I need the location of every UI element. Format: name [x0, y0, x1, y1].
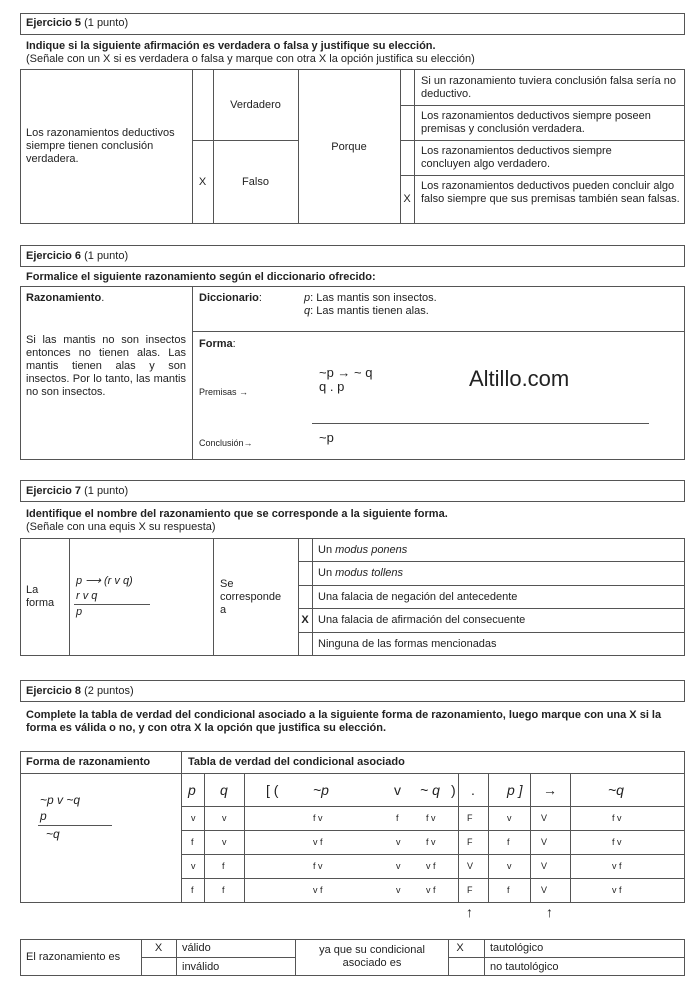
- ex6-conclusion-label: Conclusión→: [199, 438, 253, 448]
- ex8-tabla-header: Tabla de verdad del condicional asociado: [188, 756, 405, 768]
- ex7-vline-1: [69, 538, 70, 656]
- ex5-vline-1: [192, 69, 193, 224]
- ex7-points: (1 punto): [81, 485, 129, 497]
- ex8-head-or: v: [394, 782, 401, 798]
- ex6-forma-colon: :: [232, 338, 236, 350]
- ex8-ans-hline: [448, 957, 685, 958]
- ex6-diccionario-label-text: Diccionario: [199, 292, 259, 304]
- ex8-head-pclose: p ]: [507, 782, 523, 798]
- ex8-forma-line2: p: [40, 809, 47, 823]
- ex5-statement: Los razonamientos deductivos siempre tienen conclusión verdadera.: [26, 127, 175, 165]
- ex8-tt-hline: [181, 830, 685, 831]
- ex8-cell: F: [467, 837, 473, 847]
- ex7-form-line: [74, 604, 150, 605]
- ex6-vline: [192, 286, 193, 460]
- ex7-vline-2: [213, 538, 214, 656]
- ex7-hline-2: [298, 585, 685, 586]
- ex7-option-text: [318, 638, 497, 651]
- ex6-premise1: ~p → ~ q: [319, 365, 373, 380]
- ex8-valido-mark: X: [154, 942, 163, 954]
- ex8-ya-que: ya que su condicional asociado es: [319, 944, 425, 969]
- ex5-title: [26, 17, 128, 30]
- ex5-instruction: Indique si la siguiente afirmación es verdadera o falsa y justifique su elección.: [26, 40, 436, 52]
- ex7-option-pre: Una falacia de afirmación del consecuente: [318, 614, 526, 626]
- ex6-razonamiento-label-text: Razonamiento: [26, 292, 102, 304]
- ex7-form-line1: p ⟶ (r v q): [76, 575, 133, 587]
- ex5-option-mark: X: [403, 193, 411, 205]
- ex5-points: (1 punto): [81, 17, 129, 29]
- ex7-option-em: modus tollens: [335, 567, 403, 579]
- ex6-dict-p: [304, 292, 437, 305]
- ex8-title-text: Ejercicio 8: [26, 685, 82, 697]
- ex8-cell: v: [507, 861, 512, 871]
- ex8-cell: v f: [313, 885, 323, 895]
- ex6-points: (1 punto): [81, 250, 129, 262]
- ex6-dict-p-text: : Las mantis son insectos.: [310, 292, 437, 304]
- ex5-hline-mid: [192, 140, 298, 141]
- main-connective-arrow-icon: ↑: [466, 904, 473, 920]
- ex8-cell: v: [396, 861, 401, 871]
- ex6-conclusion-line: [312, 423, 649, 424]
- ex7-note: (Señale con una equis X su respuesta): [26, 521, 216, 533]
- ex8-cell: f: [396, 813, 399, 823]
- ex7-la-forma: La forma: [26, 584, 55, 609]
- ex6-forma-label-text: Forma: [199, 338, 233, 350]
- ex8-head-close: ): [451, 782, 456, 798]
- ex7-option-em: modus ponens: [335, 544, 408, 556]
- ex7-vline-4: [312, 538, 313, 656]
- ex8-cell: v: [222, 813, 227, 823]
- ex8-ans-vline: [295, 939, 296, 976]
- ex8-invalido: inválido: [182, 961, 220, 973]
- ex8-tt-vline: [530, 773, 531, 903]
- ex8-cell: f v: [612, 837, 622, 847]
- ex7-option-pre: Un: [318, 567, 336, 579]
- ex8-tt-vline: [244, 773, 245, 903]
- ex7-instruction: Identifique el nombre del razonamiento que se corresponde a la siguiente forma.: [26, 508, 448, 520]
- ex8-cell: F: [467, 885, 473, 895]
- ex5-hline-opt3: [400, 175, 685, 176]
- ex6-hline: [192, 331, 685, 332]
- ex7-option-text: [318, 544, 407, 557]
- ex7-option-pre: Un: [318, 544, 336, 556]
- ex8-cell: v f: [313, 837, 323, 847]
- ex7-form-line3: p: [76, 606, 83, 618]
- ex8-cell: f v: [313, 813, 323, 823]
- ex7-title-text: Ejercicio 7: [26, 485, 82, 497]
- ex8-valido: válido: [182, 942, 211, 954]
- ex8-cell: f: [191, 837, 194, 847]
- ex6-dict-q: [304, 305, 429, 318]
- ex5-true-label: Verdadero: [230, 99, 281, 111]
- ex5-hline-opt1: [400, 105, 685, 106]
- ex8-tt-vline: [570, 773, 571, 903]
- ex7-option-pre: Una falacia de negación del antecedente: [318, 591, 518, 603]
- ex8-cell: v f: [426, 885, 436, 895]
- ex6-title-text: Ejercicio 6: [26, 250, 82, 262]
- ex7-vline-3: [298, 538, 299, 656]
- ex8-forma-line1: ~p v ~q: [40, 793, 81, 807]
- ex8-cell: v: [396, 837, 401, 847]
- ex8-forma-line3: ~q: [46, 827, 60, 841]
- ex8-cell: v: [396, 885, 401, 895]
- ex5-title-text: Ejercicio 5: [26, 17, 82, 29]
- ex7-option-mark: X: [301, 614, 309, 626]
- ex6-title: [26, 250, 128, 263]
- ex6-dict-q-var: q: [304, 305, 311, 317]
- ex6-razonamiento-label: [26, 292, 104, 305]
- ex5-option-text: Si un razonamiento tuviera conclusión falsa sería no deductivo.: [421, 75, 676, 100]
- ex8-head-notp: ~p: [313, 782, 329, 798]
- ex8-head-open: [ (: [266, 782, 279, 798]
- ex7-se-corresponde: Se corresponde a: [220, 578, 282, 616]
- ex5-vline-2: [213, 69, 214, 224]
- ex8-cell: f v: [426, 813, 436, 823]
- ex8-title: [26, 685, 134, 698]
- ex8-forma-header: Forma de razonamiento: [26, 756, 151, 768]
- ex8-cell: v f: [426, 861, 436, 871]
- ex7-hline-1: [298, 561, 685, 562]
- ex8-tt-hline: [181, 878, 685, 879]
- ex5-hline-opt2: [400, 140, 685, 141]
- ex8-tt-hline: [181, 854, 685, 855]
- ex8-cell: v f: [612, 885, 622, 895]
- ex6-premisas-label: Premisas →: [199, 387, 249, 397]
- ex7-option-text: [318, 567, 403, 580]
- ex6-watermark: Altillo.com: [469, 366, 570, 391]
- ex8-cell: f v: [612, 813, 622, 823]
- ex8-tt-vline: [488, 773, 489, 903]
- ex8-hline-head: [20, 773, 685, 774]
- ex8-cell: f: [507, 885, 510, 895]
- ex8-tt-vline: [204, 773, 205, 903]
- ex8-tautologico: tautológico: [490, 942, 544, 954]
- ex8-cell: f v: [426, 837, 436, 847]
- ex5-option-text: Los razonamientos deductivos siempre concluyen algo verdadero.: [421, 145, 612, 170]
- ex7-form-line2: r v q: [76, 590, 98, 602]
- ex6-dict-q-text: : Las mantis tienen alas.: [310, 305, 429, 317]
- ex8-cell: v: [222, 837, 227, 847]
- conditional-arrow-icon: ↑: [546, 904, 553, 920]
- ex8-cell: V: [541, 885, 548, 895]
- ex7-option-pre: Ninguna de las formas mencionadas: [318, 638, 497, 650]
- ex8-cell: f v: [313, 861, 323, 871]
- ex8-cell: f: [222, 885, 225, 895]
- ex8-head-arrow: →: [543, 782, 557, 798]
- ex5-false-mark: X: [198, 176, 207, 188]
- ex6-conclusion: ~p: [319, 430, 334, 445]
- ex6-instruction: Formalice el siguiente razonamiento según el diccionario ofrecido:: [26, 271, 376, 283]
- ex8-tt-hline: [181, 806, 685, 807]
- ex7-hline-3: [298, 608, 685, 609]
- ex7-option-text: [318, 614, 525, 627]
- ex5-note: (Señale con un X si es verdadera o falsa y marque con otra X la opción justifica su elección): [26, 53, 475, 65]
- ex8-cell: V: [541, 861, 548, 871]
- ex5-porque: Porque: [331, 141, 367, 153]
- ex8-head-notq2: ~q: [608, 782, 624, 798]
- ex8-head-notq: ~ q: [420, 782, 440, 798]
- ex6-diccionario-label: [199, 292, 262, 305]
- ex8-cell: v: [507, 813, 512, 823]
- ex6-razonamiento-dot: .: [101, 292, 105, 304]
- ex8-cell: V: [541, 837, 548, 847]
- ex5-option-text: Los razonamientos deductivos pueden concluir algo falso siempre que sus premisas también sean falsas.: [421, 180, 680, 205]
- ex8-taut-mark: X: [456, 942, 464, 954]
- ex5-vline-5: [414, 69, 415, 224]
- ex8-tt-vline: [458, 773, 459, 903]
- ex8-cell: v: [191, 813, 196, 823]
- ex8-forma-line: [38, 825, 112, 826]
- ex6-diccionario-colon: :: [258, 292, 262, 304]
- ex8-cell: F: [467, 813, 473, 823]
- ex7-hline-4: [298, 632, 685, 633]
- ex8-cell: V: [541, 813, 548, 823]
- ex8-no-tautologico: no tautológico: [490, 961, 559, 973]
- ex8-cell: V: [467, 861, 474, 871]
- ex8-head-and: .: [471, 782, 475, 798]
- ex7-option-text: [318, 591, 517, 604]
- ex7-title: [26, 485, 128, 498]
- ex8-cell: f: [191, 885, 194, 895]
- ex6-dict-p-var: p: [304, 292, 311, 304]
- ex8-cell: f: [507, 837, 510, 847]
- ex8-head-q: q: [220, 782, 228, 798]
- ex8-head-p: p: [188, 782, 196, 798]
- ex5-false-label: Falso: [242, 176, 269, 188]
- ex8-points: (2 puntos): [81, 685, 134, 697]
- ex6-razonamiento-text: Si las mantis no son insectos entonces no tienen alas. Las mantis tienen alas y son insectos. Por lo tanto, las mantis no son insectos.: [26, 334, 186, 398]
- ex5-option-text: Los razonamientos deductivos siempre poseen premisas y conclusión verdadera.: [421, 110, 651, 135]
- ex6-premise2: q . p: [319, 379, 345, 394]
- ex8-cell: f: [222, 861, 225, 871]
- ex8-ans-hline: [141, 957, 295, 958]
- ex8-razonamiento-es: El razonamiento es: [26, 951, 121, 963]
- ex6-forma-label: [199, 338, 236, 351]
- ex8-instruction: Complete la tabla de verdad del condicional asociado a la siguiente forma de razonamiento, luego marque con una X si la forma es válida o no, y con otra X la opción que justifica su elección.: [26, 709, 662, 734]
- ex8-cell: v f: [612, 861, 622, 871]
- ex8-cell: v: [191, 861, 196, 871]
